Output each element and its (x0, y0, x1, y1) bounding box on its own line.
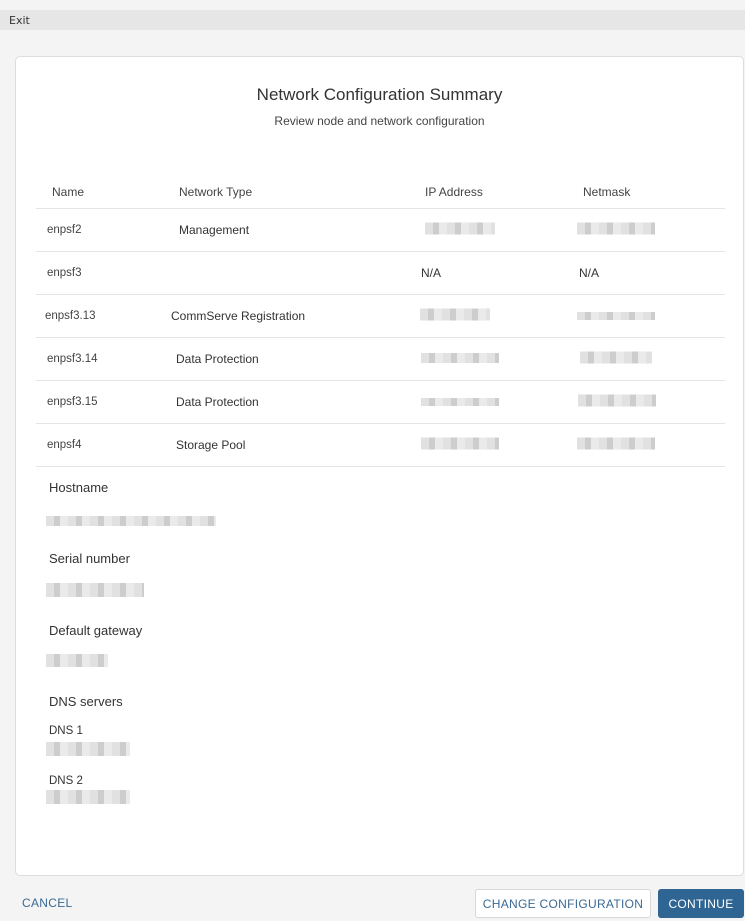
header-name: Name (52, 185, 85, 199)
table-row (36, 252, 725, 295)
row-ip-redacted (421, 395, 499, 409)
default-gateway-label: Default gateway (49, 623, 143, 638)
dns2-value-redacted (46, 790, 130, 809)
row-netmask-redacted (577, 223, 655, 238)
row-name: enpsf3.15 (47, 396, 98, 408)
row-type: Storage Pool (176, 438, 246, 452)
exit-button[interactable]: Exit (9, 14, 30, 27)
header-network-type: Network Type (179, 185, 253, 199)
summary-dialog (15, 56, 744, 876)
row-netmask-redacted (578, 395, 656, 410)
row-netmask-redacted (580, 352, 652, 367)
table-row (36, 209, 725, 252)
row-ip: N/A (421, 266, 442, 280)
row-name: enpsf2 (47, 224, 82, 236)
row-type: CommServe Registration (171, 309, 306, 323)
dns1-label: DNS 1 (49, 725, 83, 737)
network-table (36, 165, 725, 467)
header-netmask: Netmask (583, 185, 631, 199)
top-bar (0, 10, 745, 30)
row-ip-redacted (425, 223, 495, 238)
row-netmask-redacted (577, 438, 655, 453)
dialog-title: Network Configuration Summary (256, 85, 503, 104)
table-header (36, 165, 725, 209)
hostname-value-redacted (46, 513, 216, 531)
row-type: Data Protection (176, 352, 259, 366)
row-type: Data Protection (176, 395, 259, 409)
row-name: enpsf4 (47, 439, 82, 451)
serial-number-value-redacted (46, 583, 144, 602)
row-ip-redacted (420, 309, 490, 324)
table-row (36, 424, 725, 467)
default-gateway-value-redacted (46, 654, 108, 672)
row-name: enpsf3.13 (45, 310, 96, 322)
change-configuration-button[interactable]: CHANGE CONFIGURATION (475, 889, 651, 918)
cancel-button[interactable]: CANCEL (22, 896, 73, 910)
row-ip-redacted (421, 438, 499, 453)
row-netmask-redacted (577, 309, 655, 323)
row-name: enpsf3.14 (47, 353, 98, 365)
row-ip-redacted (421, 352, 499, 366)
row-netmask: N/A (579, 266, 600, 280)
serial-number-label: Serial number (49, 551, 130, 566)
row-type: Management (179, 223, 250, 237)
continue-button[interactable]: CONTINUE (658, 889, 744, 918)
header-ip-address: IP Address (425, 185, 483, 199)
dns-servers-label: DNS servers (49, 694, 123, 709)
table-row (36, 338, 725, 381)
dns2-label: DNS 2 (49, 775, 83, 787)
dialog-subtitle: Review node and network configuration (274, 114, 485, 128)
table-row (36, 295, 725, 338)
row-name: enpsf3 (47, 267, 82, 279)
hostname-label: Hostname (49, 480, 109, 495)
table-row (36, 381, 725, 424)
dns1-value-redacted (46, 742, 130, 761)
